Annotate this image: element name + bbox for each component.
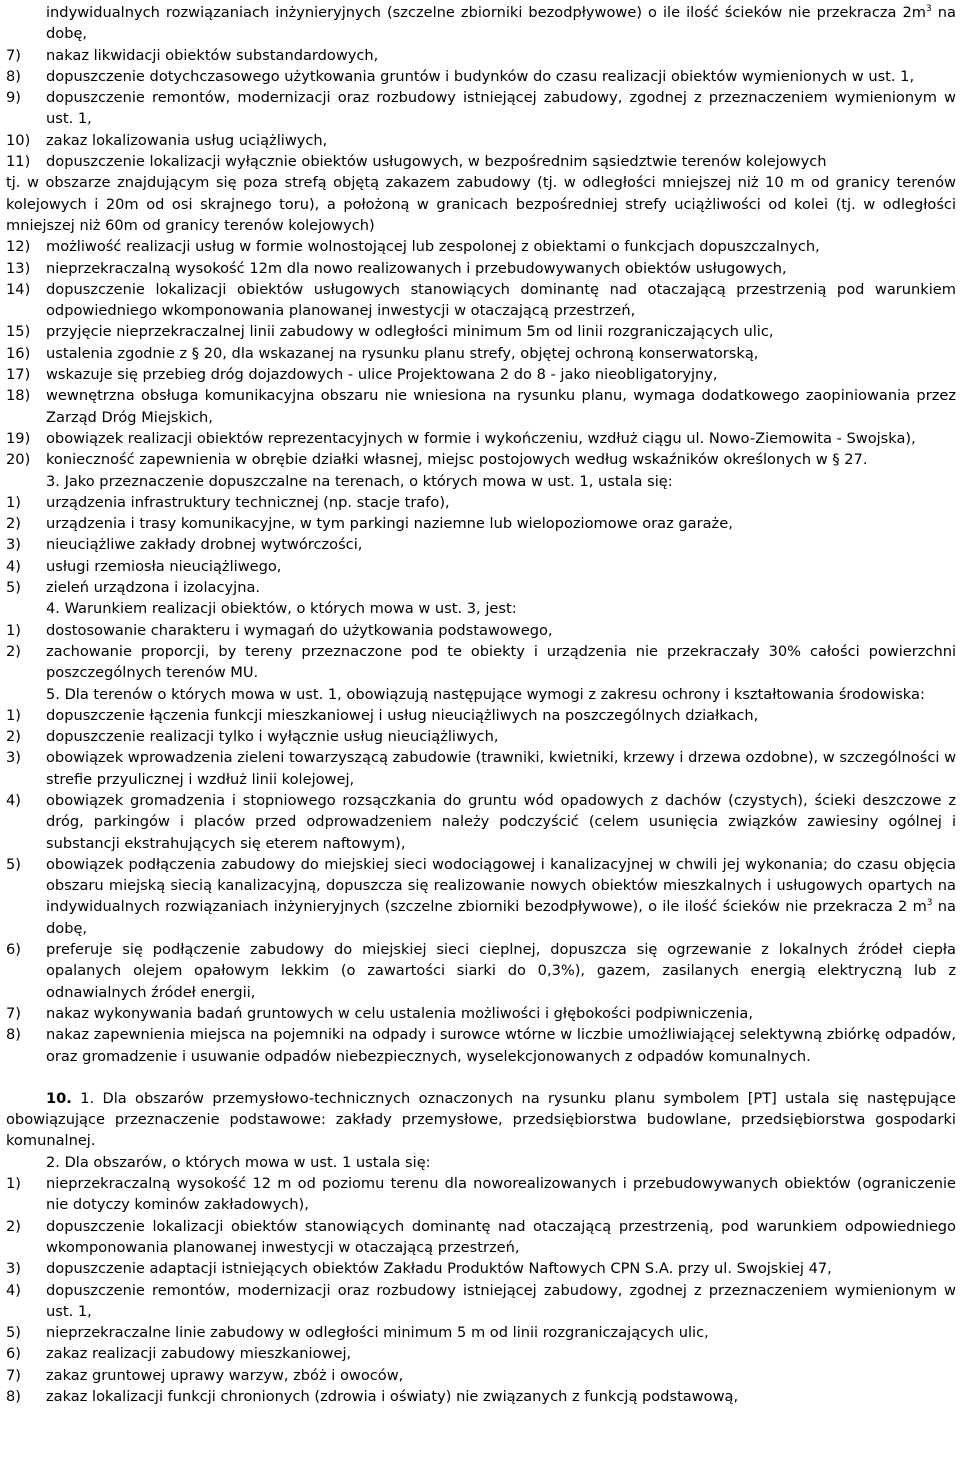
list-item [6, 747, 956, 790]
list-text: usługi rzemiosła nieuciążliwego, [46, 557, 282, 575]
list-item [6, 258, 956, 279]
list-text: możliwość realizacji usług w formie wolnostojącej lub zespolonej z obiektami o funkcjach dopuszczalnych, [46, 238, 820, 256]
list-item [6, 1173, 956, 1216]
list-number: 12) [6, 238, 31, 256]
list-item [6, 449, 956, 470]
list-text: dopuszczenie realizacji tylko i wyłącznie usług nieuciążliwych, [46, 728, 499, 746]
list-item [6, 1258, 956, 1279]
list-number: 7) [6, 46, 21, 64]
list-item [6, 1365, 956, 1386]
list-text: dopuszczenie lokalizacji wyłącznie obiektów usługowych, w bezpośrednim sąsiedztwie terenów kolejowych [46, 153, 827, 171]
list-number: 2) [6, 642, 21, 660]
list-number: 2) [6, 728, 21, 746]
text: na dobę, [46, 4, 956, 43]
list-text: zakaz realizacji zabudowy mieszkaniowej, [46, 1345, 352, 1363]
list-number: 11) [6, 153, 31, 171]
list-item [6, 577, 956, 598]
list-text: nieprzekraczalne linie zabudowy w odległości minimum 5 m od linii rozgraniczających ulic, [46, 1324, 709, 1342]
list-item [6, 556, 956, 577]
list-item [6, 854, 956, 939]
list-item [6, 236, 956, 257]
list-number: 19) [6, 429, 31, 447]
list-number: 7) [6, 1366, 21, 1384]
list-number: 4) [6, 557, 21, 575]
list-item [6, 790, 956, 854]
list-number: 13) [6, 259, 31, 277]
list-item [6, 151, 956, 172]
paragraph-continuation [6, 2, 956, 45]
list-item [6, 1216, 956, 1259]
list-text: przyjęcie nieprzekraczalnej linii zabudowy w odległości minimum 5m od linii rozgraniczających ulic, [46, 323, 774, 341]
list-text: zieleń urządzona i izolacyjna. [46, 579, 261, 597]
section-heading-5: 5. Dla terenów o których mowa w ust. 1, obowiązują następujące wymogi z zakresu ochrony i kształtowania środowiska: [46, 685, 925, 703]
text: indywidualnych rozwiązaniach inżynieryjnych (szczelne zbiorniki bezodpływowe) o ile ilość ścieków nie przekracza 2m [46, 4, 927, 21]
list-item [6, 385, 956, 428]
list-number: 1) [6, 493, 21, 511]
list-text: nakaz wykonywania badań gruntowych w celu ustalenia możliwości i głębokości podpiwniczenia, [46, 1004, 753, 1022]
list-number: 1) [6, 1175, 21, 1193]
superscript: 3 [926, 898, 933, 909]
list-item [6, 620, 956, 641]
list-text: dopuszczenie lokalizacji obiektów usługowych stanowiących dominantę nad otaczającą przestrzenią pod warunkiem odpowiedniego wkomponowania planowanej inwestycji w otaczającą przestrzeń, [46, 280, 956, 320]
list-number: 5) [6, 1324, 21, 1342]
list-text: zakaz gruntowej uprawy warzyw, zbóż i owoców, [46, 1366, 404, 1384]
list-number: 7) [6, 1004, 21, 1022]
list-number: 4) [6, 791, 21, 809]
list-item [6, 279, 956, 322]
list-number: 16) [6, 344, 31, 362]
paragraph-number: 10. [46, 1089, 72, 1107]
list-number: 2) [6, 515, 21, 533]
list-item [6, 1322, 956, 1343]
list-item [6, 641, 956, 684]
list-number: 18) [6, 387, 31, 405]
list-item [6, 364, 956, 385]
list-text: zakaz lokalizowania usług uciążliwych, [46, 131, 328, 149]
list-number: 17) [6, 366, 31, 384]
list-item [6, 513, 956, 534]
superscript: 3 [926, 4, 932, 15]
list-item [6, 1343, 956, 1364]
list-text: obowiązek wprowadzenia zieleni towarzyszącą zabudowie (trawniki, kwietniki, krzewy i drzewa ozdobne), w szczególności w strefie przyulicznej i wzdłuż linii kolejowej, [46, 749, 956, 788]
list-number: 1) [6, 621, 21, 639]
list-number: 2) [6, 1217, 21, 1235]
list-number: 9) [6, 89, 21, 107]
list-text: zachowanie proporcji, by tereny przeznaczone pod te obiekty i urządzenia nie przekraczały 30% całości powierzchni poszczególnych terenów MU. [46, 642, 956, 682]
list-number: 15) [6, 323, 31, 341]
list-text: dopuszczenie adaptacji istniejących obiektów Zakładu Produktów Naftowych CPN S.A. przy ul. Swojskiej 47, [46, 1260, 832, 1278]
list-text [46, 854, 956, 939]
list-number: 3) [6, 1260, 21, 1278]
list-item [6, 705, 956, 726]
list-number: 10) [6, 131, 31, 149]
list-number: 3) [6, 536, 21, 554]
section-heading-4: 4. Warunkiem realizacji obiektów, o których mowa w ust. 3, jest: [46, 600, 517, 618]
list-text: obowiązek realizacji obiektów reprezentacyjnych w formie i wykończeniu, wzdłuż ciągu ul. Nowo-Ziemowita - Swojska), [46, 429, 916, 447]
list-text: nieprzekraczalną wysokość 12 m od poziomu terenu dla noworealizowanych i przebudowywanych obiektów (ograniczenie nie dotyczy kominów zakładowych), [46, 1175, 956, 1214]
list-text: urządzenia infrastruktury technicznej (np. stacje trafo), [46, 493, 450, 511]
list-item [6, 321, 956, 342]
spacer [6, 1067, 956, 1088]
list-item [6, 939, 956, 1003]
list-number: 6) [6, 941, 21, 959]
list-text: konieczność zapewnienia w obrębie działki własnej, miejsc postojowych według wskaźników określonych w § 27. [46, 451, 868, 469]
list-number: 5) [6, 579, 21, 597]
list-text: preferuje się podłączenie zabudowy do miejskiej sieci cieplnej, dopuszcza się ogrzewanie z lokalnych źródeł ciepła opalanych olejem opałowym lekkim (o zawartości siarki do 0,3%), gazem, zasilanych energią elektryczną lub z odnawialnych źródeł energii, [46, 941, 956, 1001]
list-number: 1) [6, 706, 21, 724]
list-text-continuation: tj. w obszarze znajdującym się poza strefą objętą zakazem zabudowy (tj. w odległości mniejszej niż 10 m od granicy terenów kolejowych i 20m od osi skrajnego toru), a położoną w granicach bezpośredniej strefy uciążliwości od kolei (tj. w odległości mniejszej niż 60m od granicy terenów kolejowych) [6, 174, 956, 234]
section-heading-3: 3. Jako przeznaczenie dopuszczalne na terenach, o których mowa w ust. 1, ustala się: [46, 472, 673, 490]
list-text: obowiązek gromadzenia i stopniowego rozsączkania do gruntu wód opadowych z dachów (czystych), ścieki deszczowe z dróg, parkingów i placów przed odprowadzeniem należy podczyścić (celem usunięcia związków zawiesiny ogólnej i substancji ekstrahujących się eterem naftowym), [46, 791, 956, 852]
list-item [6, 726, 956, 747]
list-text: dostosowanie charakteru i wymagań do użytkowania podstawowego, [46, 621, 553, 639]
list-text: dopuszczenie remontów, modernizacji oraz rozbudowy istniejącej zabudowy, zgodnej z przeznaczeniem wymienionym w ust. 1, [46, 1281, 956, 1320]
list-text: dopuszczenie lokalizacji obiektów stanowiących dominantę nad otaczającą przestrzenią, pod warunkiem odpowiedniego wkomponowania planowanej inwestycji w otaczającą przestrzeń, [46, 1217, 956, 1256]
list-text: wskazuje się przebieg dróg dojazdowych - ulice Projektowana 2 do 8 - jako nieobligatoryjny, [46, 366, 718, 384]
list-text: nieuciążliwe zakłady drobnej wytwórczości, [46, 536, 363, 554]
list-text: dopuszczenie dotychczasowego użytkowania gruntów i budynków do czasu realizacji obiektów wymienionych w ust. 1, [46, 67, 915, 85]
list-text: urządzenia i trasy komunikacyjne, w tym parkingi naziemne lub wielopoziomowe oraz garaże, [46, 515, 733, 533]
list-number: 4) [6, 1281, 21, 1299]
list-text: dopuszczenie remontów, modernizacji oraz rozbudowy istniejącej zabudowy, zgodnej z przeznaczeniem wymienionym w ust. 1, [46, 89, 956, 128]
list-number: 6) [6, 1345, 21, 1363]
section-heading-2: 2. Dla obszarów, o których mowa w ust. 1 ustala się: [46, 1153, 431, 1171]
list-number: 8) [6, 67, 21, 85]
list-item [6, 45, 956, 66]
list-number: 3) [6, 749, 21, 767]
list-item [6, 1024, 956, 1067]
list-number: 20) [6, 451, 31, 469]
list-number: 8) [6, 1388, 21, 1405]
list-item [6, 343, 956, 364]
list-text: zakaz lokalizacji funkcji chronionych (zdrowia i oświaty) nie związanych z funkcją podstawową, [46, 1388, 739, 1405]
list-number: 5) [6, 855, 21, 873]
list-item [6, 87, 956, 130]
list-item [6, 428, 956, 449]
list-number: 14) [6, 280, 31, 298]
text: obowiązek podłączenia zabudowy do miejskiej sieci wodociągowej i kanalizacyjnej w chwili jej wykonania; do czasu objęcia obszaru miejską siecią kanalizacyjną, dopuszcza się realizowanie nowych obiektów mieszkalnych i usługowych opartych na indywidualnych rozwiązaniach inżynieryjnych (szczelne zbiorniki bezodpływowe), o ile ilość ścieków nie przekracza 2 m [46, 855, 956, 916]
list-text: dopuszczenie łączenia funkcji mieszkaniowej i usług nieuciążliwych na poszczególnych działkach, [46, 706, 759, 724]
paragraph-10 [6, 1088, 956, 1152]
list-text: wewnętrzna obsługa komunikacyjna obszaru nie wniesiona na rysunku planu, wymaga dodatkowego zaopiniowania przez Zarząd Dróg Miejskich, [46, 387, 956, 426]
list-item [6, 130, 956, 151]
list-item [6, 66, 956, 87]
list-text: nieprzekraczalną wysokość 12m dla nowo realizowanych i przebudowywanych obiektów usługowych, [46, 259, 787, 277]
list-text: ustalenia zgodnie z § 20, dla wskazanej na rysunku planu strefy, objętej ochroną konserwatorską, [46, 344, 759, 362]
list-item [6, 1280, 956, 1323]
list-number: 8) [6, 1026, 21, 1044]
list-text: nakaz likwidacji obiektów substandardowych, [46, 46, 379, 64]
list-item [6, 492, 956, 513]
list-text: nakaz zapewnienia miejsca na pojemniki na odpady i surowce wtórne w liczbie umożliwiającej selektywną zbiórkę odpadów, oraz gromadzenie i usuwanie odpadów niebezpiecznych, wyselekcjonowanych z odpadów komunalnych. [46, 1026, 956, 1065]
list-item [6, 1003, 956, 1024]
text: 1. Dla obszarów przemysłowo-technicznych oznaczonych na rysunku planu symbolem [PT] ustala się następujące obowiązujące przeznaczenie podstawowe: zakłady przemysłowe, przedsiębiorstwa budowlane, przedsiębiorstwa gospodarki komunalnej. [6, 1089, 956, 1150]
list-item [6, 534, 956, 555]
list-item [6, 1386, 956, 1407]
text: na dobę, [46, 898, 956, 937]
